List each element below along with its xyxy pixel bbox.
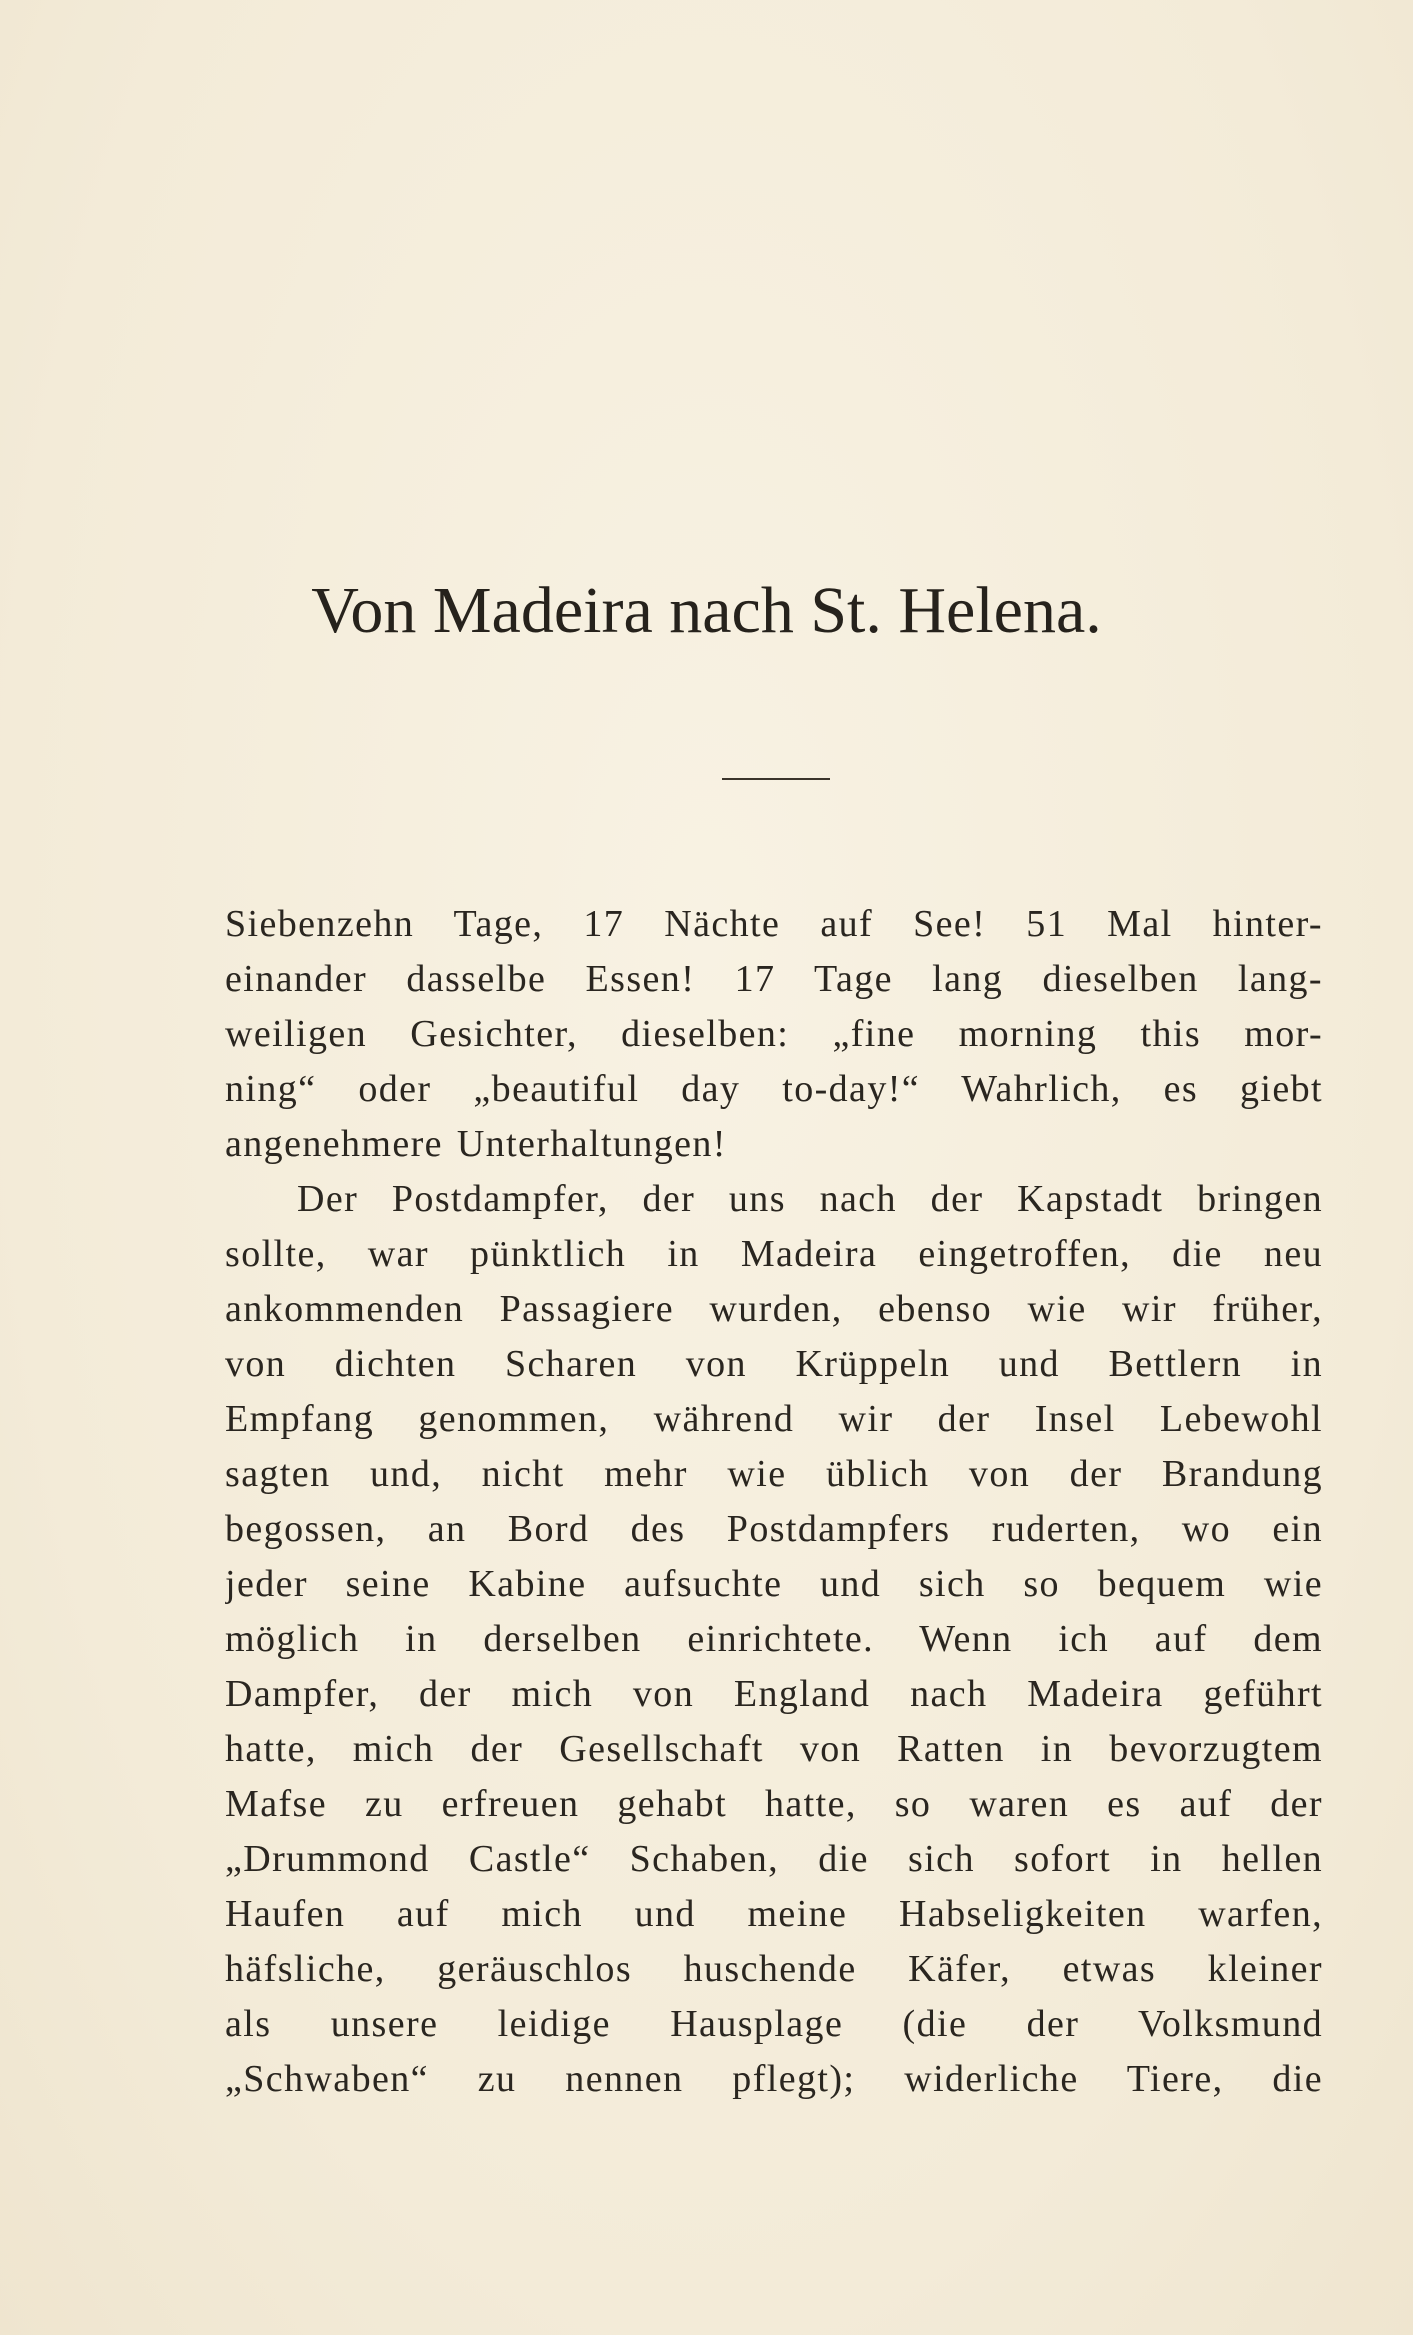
text-line: Haufen auf mich und meine Habseligkeiten warfen, <box>225 1893 1323 1935</box>
text-line: Empfang genommen, während wir der Insel Lebewohl <box>225 1398 1323 1440</box>
text-line: häfsliche, geräuschlos huschende Käfer, etwas kleiner <box>225 1948 1323 1990</box>
title-divider <box>722 778 830 780</box>
paragraph-1 <box>225 897 1323 1172</box>
text-line: als unsere leidige Hausplage (die der Volksmund <box>225 2003 1323 2045</box>
text-line: jeder seine Kabine aufsuchte und sich so bequem wie <box>225 1563 1323 1605</box>
text-line: sollte, war pünktlich in Madeira eingetroffen, die neu <box>225 1233 1323 1275</box>
text-line: hatte, mich der Gesellschaft von Ratten in bevorzugtem <box>225 1728 1323 1770</box>
text-line: Der Postdampfer, der uns nach der Kapstadt bringen <box>297 1178 1323 1220</box>
text-line: angenehmere Unterhaltungen! <box>225 1123 727 1165</box>
text-line: begossen, an Bord des Postdampfers ruderten, wo ein <box>225 1508 1323 1550</box>
text-line: „Schwaben“ zu nennen pflegt); widerliche Tiere, die <box>225 2058 1323 2100</box>
text-line: sagten und, nicht mehr wie üblich von der Brandung <box>225 1453 1323 1495</box>
text-line: Mafse zu erfreuen gehabt hatte, so waren es auf der <box>225 1783 1323 1825</box>
text-line: von dichten Scharen von Krüppeln und Bettlern in <box>225 1343 1323 1385</box>
text-line: Siebenzehn Tage, 17 Nächte auf See! 51 Mal hinter- <box>225 903 1323 945</box>
text-line: Dampfer, der mich von England nach Madeira geführt <box>225 1673 1323 1715</box>
text-line: einander dasselbe Essen! 17 Tage lang dieselben lang- <box>225 958 1323 1000</box>
text-line: „Drummond Castle“ Schaben, die sich sofort in hellen <box>225 1838 1323 1880</box>
paragraph-2 <box>225 1172 1323 2107</box>
text-line: ning“ oder „beautiful day to-day!“ Wahrlich, es giebt <box>225 1068 1323 1110</box>
body-text <box>225 897 1323 2107</box>
text-line: ankommenden Passagiere wurden, ebenso wie wir früher, <box>225 1288 1323 1330</box>
text-line: weiligen Gesichter, dieselben: „fine morning this mor- <box>225 1013 1323 1055</box>
chapter-title: Von Madeira nach St. Helena. <box>311 574 1102 647</box>
text-line: möglich in derselben einrichtete. Wenn ich auf dem <box>225 1618 1323 1660</box>
